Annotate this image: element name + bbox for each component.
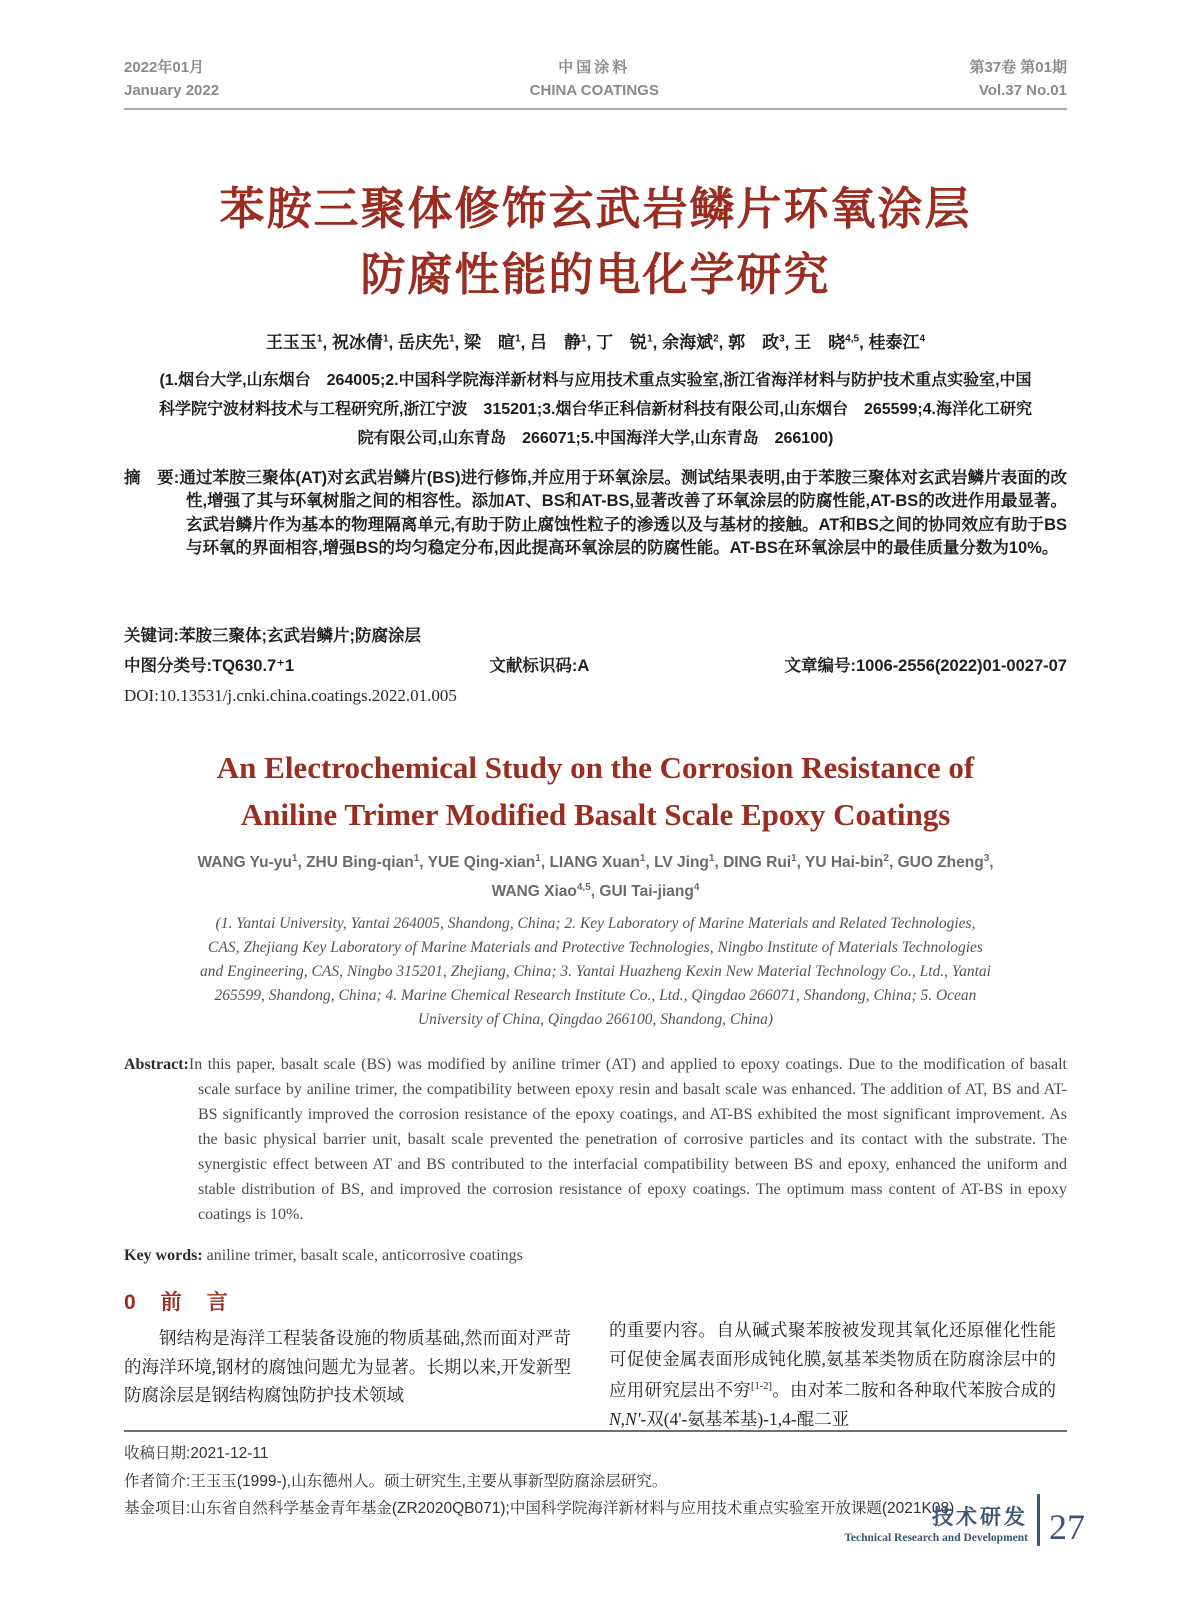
affiliation-en-line: University of China, Qingdao 266100, Shandong, China) bbox=[417, 1011, 774, 1029]
abstract-en-text: In this paper, basalt scale (BS) was modified by aniline trimer (AT) and applied to epoxy coatings. Due to the modification of basalt scale surface by aniline trimer, the compatibility between epoxy resin and basalt scale was enhanced. The addition of AT, BS and AT-BS significantly improved the corrosion resistance of the epoxy coatings, and AT-BS exhibited the most significant improvement. As the basic physical barrier unit, basalt scale prevented the penetration of corrosive particles and its contact with the substrate. The synergistic effect between AT and BS contributed to the interfacial compatibility between BS and epoxy, enhanced the uniform and stable distribution of BS, and improved the corrosion resistance of epoxy coatings. The optimum mass content of AT-BS in epoxy coatings is 10%. bbox=[188, 1056, 1067, 1224]
author-zh: 郭 政$^3$, bbox=[728, 332, 790, 352]
author-zh: 丁 锐$^1$, bbox=[596, 332, 658, 352]
classification-row bbox=[124, 654, 1067, 678]
header-date-zh: 2022年01月 bbox=[124, 59, 205, 76]
title-zh-line1: 苯胺三聚体修饰玄武岩鳞片环氧涂层 bbox=[219, 183, 972, 234]
journal-header bbox=[124, 56, 1067, 102]
author-zh: 岳庆先$^1$, bbox=[397, 332, 460, 352]
author-zh: 梁 暄$^1$, bbox=[464, 332, 526, 352]
author-en: WANG $Yu-yu^1$, bbox=[197, 853, 307, 872]
header-divider bbox=[124, 108, 1067, 110]
keywords-en-label: Key words: bbox=[124, 1247, 203, 1265]
footer-column-name bbox=[844, 1506, 1028, 1546]
author-en: LV Jing$^1$, bbox=[654, 853, 724, 872]
author-en: WANG Xiao$^{4,5}$, bbox=[491, 882, 600, 901]
affiliation-zh-line: (1.烟台大学,山东烟台 264005;2.中国科学院海洋新材料与应用技术重点实验室,浙江省海洋材料与防护技术重点实验室,中国 bbox=[159, 371, 1032, 389]
affiliations-en bbox=[124, 912, 1067, 1032]
journal-name-en: CHINA COATINGS bbox=[529, 82, 659, 99]
doi: DOI:10.13531/j.cnki.china.coatings.2022.01.005 bbox=[124, 686, 457, 706]
title-zh-line2: 防腐性能的电化学研究 bbox=[360, 249, 831, 300]
intro-paragraph-left: 钢结构是海洋工程装备设施的物质基础,然而面对严苛的海洋环境,钢材的腐蚀问题尤为显著。长期以来,开发新型防腐涂层是钢结构腐蚀防护技术领域 bbox=[124, 1328, 571, 1406]
section-heading-intro: 0 前 言 bbox=[124, 1291, 230, 1315]
author-en: LIANG Xuan$^1$, bbox=[549, 853, 655, 872]
keywords-en-text: aniline trimer, basalt scale, anticorrosive coatings bbox=[206, 1247, 523, 1265]
keywords-zh bbox=[124, 624, 1067, 648]
title-en-line2: Aniline Trimer Modified Basalt Scale Epoxy Coatings bbox=[240, 797, 951, 833]
column-right bbox=[609, 1290, 1056, 1430]
header-date-en: January 2022 bbox=[124, 82, 220, 99]
author-en: ZHU Bing-qian$^1$, bbox=[306, 853, 428, 872]
author-zh: 余海斌$^2$, bbox=[662, 332, 724, 352]
journal-name-zh: 中国涂料 bbox=[558, 59, 631, 76]
author-en: YU Hai-bin$^2$, bbox=[805, 853, 898, 872]
author-en: GUI Tai-jiang$^4$ bbox=[599, 882, 700, 901]
authors-en-line2 bbox=[124, 875, 1067, 904]
body-columns bbox=[124, 1290, 1067, 1430]
authors-zh bbox=[124, 326, 1067, 356]
header-issue-zh: 第37卷 第01期 bbox=[969, 59, 1067, 76]
author-en: GUO Zheng$^3$, bbox=[897, 853, 994, 872]
document-code: 文献标识码:A bbox=[489, 657, 590, 676]
author-en: DING Rui$^1$, bbox=[723, 853, 806, 872]
affiliation-zh-line: 科学院宁波材料技术与工程研究所,浙江宁波 315201;3.烟台华正科信新材科技有限公司,山东烟台 265599;4.海洋化工研究 bbox=[158, 400, 1033, 418]
author-zh: 祝冰倩$^1$, bbox=[331, 332, 394, 352]
affiliation-en-line: (1. Yantai University, Yantai 264005, Shandong, China; 2. Key Laboratory of Marine Materials and Related Technologies, bbox=[215, 915, 976, 933]
title-en-line1: An Electrochemical Study on the Corrosion Resistance of bbox=[216, 750, 975, 786]
authors-en bbox=[124, 846, 1067, 904]
abstract-en bbox=[124, 1052, 1067, 1227]
author-zh: 桂泰江$^4$ bbox=[868, 332, 926, 352]
citation-ref: [1-2] bbox=[751, 1381, 772, 1393]
affiliations-zh bbox=[124, 366, 1067, 453]
footnote-fund: 基金项目:山东省自然科学基金青年基金(ZR2020QB071);中国科学院海洋新材料与应用技术重点实验室开放课题(2021K08) bbox=[124, 1500, 955, 1518]
clc-number: 中图分类号:TQ630.7⁺1 bbox=[124, 657, 295, 676]
column-left bbox=[124, 1290, 571, 1430]
author-zh: 吕 静$^1$, bbox=[530, 332, 592, 352]
footer-column-zh: 技术研发 bbox=[932, 1506, 1028, 1529]
article-title-zh bbox=[124, 176, 1067, 308]
article-id: 文章编号:1006-2556(2022)01-0027-07 bbox=[784, 657, 1067, 676]
keywords-zh-label: 关键词: bbox=[124, 627, 179, 646]
page-number: 27 bbox=[1049, 1507, 1085, 1547]
article-title-en bbox=[124, 744, 1067, 838]
authors-en-line1 bbox=[124, 846, 1067, 875]
footer-column-en: Technical Research and Development bbox=[844, 1532, 1028, 1544]
affiliation-zh-line: 院有限公司,山东青岛 266071;5.中国海洋大学,山东青岛 266100) bbox=[357, 429, 834, 447]
affiliation-en-line: 265599, Shandong, China; 4. Marine Chemical Research Institute Co., Ltd., Qingdao 266071, Shandong, China; 5. Ocean bbox=[214, 987, 977, 1005]
page-footer bbox=[844, 1494, 1085, 1546]
footnote-bio: 作者简介:王玉玉(1999-),山东德州人。硕士研究生,主要从事新型防腐涂层研究。 bbox=[124, 1472, 668, 1490]
author-zh: 王玉玉$^1$, bbox=[265, 332, 328, 352]
abstract-zh-text: 通过苯胺三聚体(AT)对玄武岩鳞片(BS)进行修饰,并应用于环氧涂层。测试结果表明,由于苯胺三聚体对玄武岩鳞片表面的改性,增强了其与环氧树脂之间的相容性。添加AT、BS和AT-BS,显著改善了环氧涂层的防腐性能,AT-BS的改进作用最显著。玄武岩鳞片作为基本的物理隔离单元,有助于防止腐蚀性粒子的渗透以及与基材的接触。AT和BS之间的协同效应有助于BS与环氧的界面相容,增强BS的均匀稳定分布,因此提高环氧涂层的防腐性能。AT-BS在环氧涂层中的最佳质量分数为10%。 bbox=[179, 468, 1067, 558]
intro-paragraph-right: 的重要内容。自从碱式聚苯胺被发现其氧化还原催化性能可促使金属表面形成钝化膜,氨基苯类物质在防腐涂层中的应用研究层出不穷[1-2]。由对苯二胺和各种取代苯胺合成的N,N'-双(4'-氨基苯基)-1,4-醌二亚 bbox=[609, 1320, 1056, 1429]
abstract-en-label: Abstract: bbox=[124, 1056, 189, 1074]
affiliation-en-line: CAS, Zhejiang Key Laboratory of Marine Materials and Protective Technologies, Ningbo Institute of Materials Technologies bbox=[208, 939, 983, 957]
author-zh: 王 晓$^{4,5}$, bbox=[794, 332, 864, 352]
footnote-received: 收稿日期:2021-12-11 bbox=[124, 1445, 269, 1463]
header-date bbox=[124, 56, 219, 102]
abstract-zh bbox=[124, 467, 1067, 608]
abstract-zh-label: 摘 要: bbox=[124, 468, 180, 487]
affiliation-en-line: and Engineering, CAS, Ningbo 315201, Zhejiang, China; 3. Yantai Huazheng Kexin New Material Technology Co., Ltd., Yantai bbox=[200, 963, 991, 981]
keywords-zh-text: 苯胺三聚体;玄武岩鳞片;防腐涂层 bbox=[179, 627, 421, 646]
footer-divider-bar bbox=[1037, 1494, 1040, 1546]
header-issue-en: Vol.37 No.01 bbox=[978, 82, 1067, 99]
keywords-en bbox=[124, 1243, 1067, 1268]
header-issue bbox=[969, 56, 1067, 102]
author-en: YUE Qing-xian$^1$, bbox=[427, 853, 550, 872]
header-journal-name bbox=[530, 56, 659, 102]
